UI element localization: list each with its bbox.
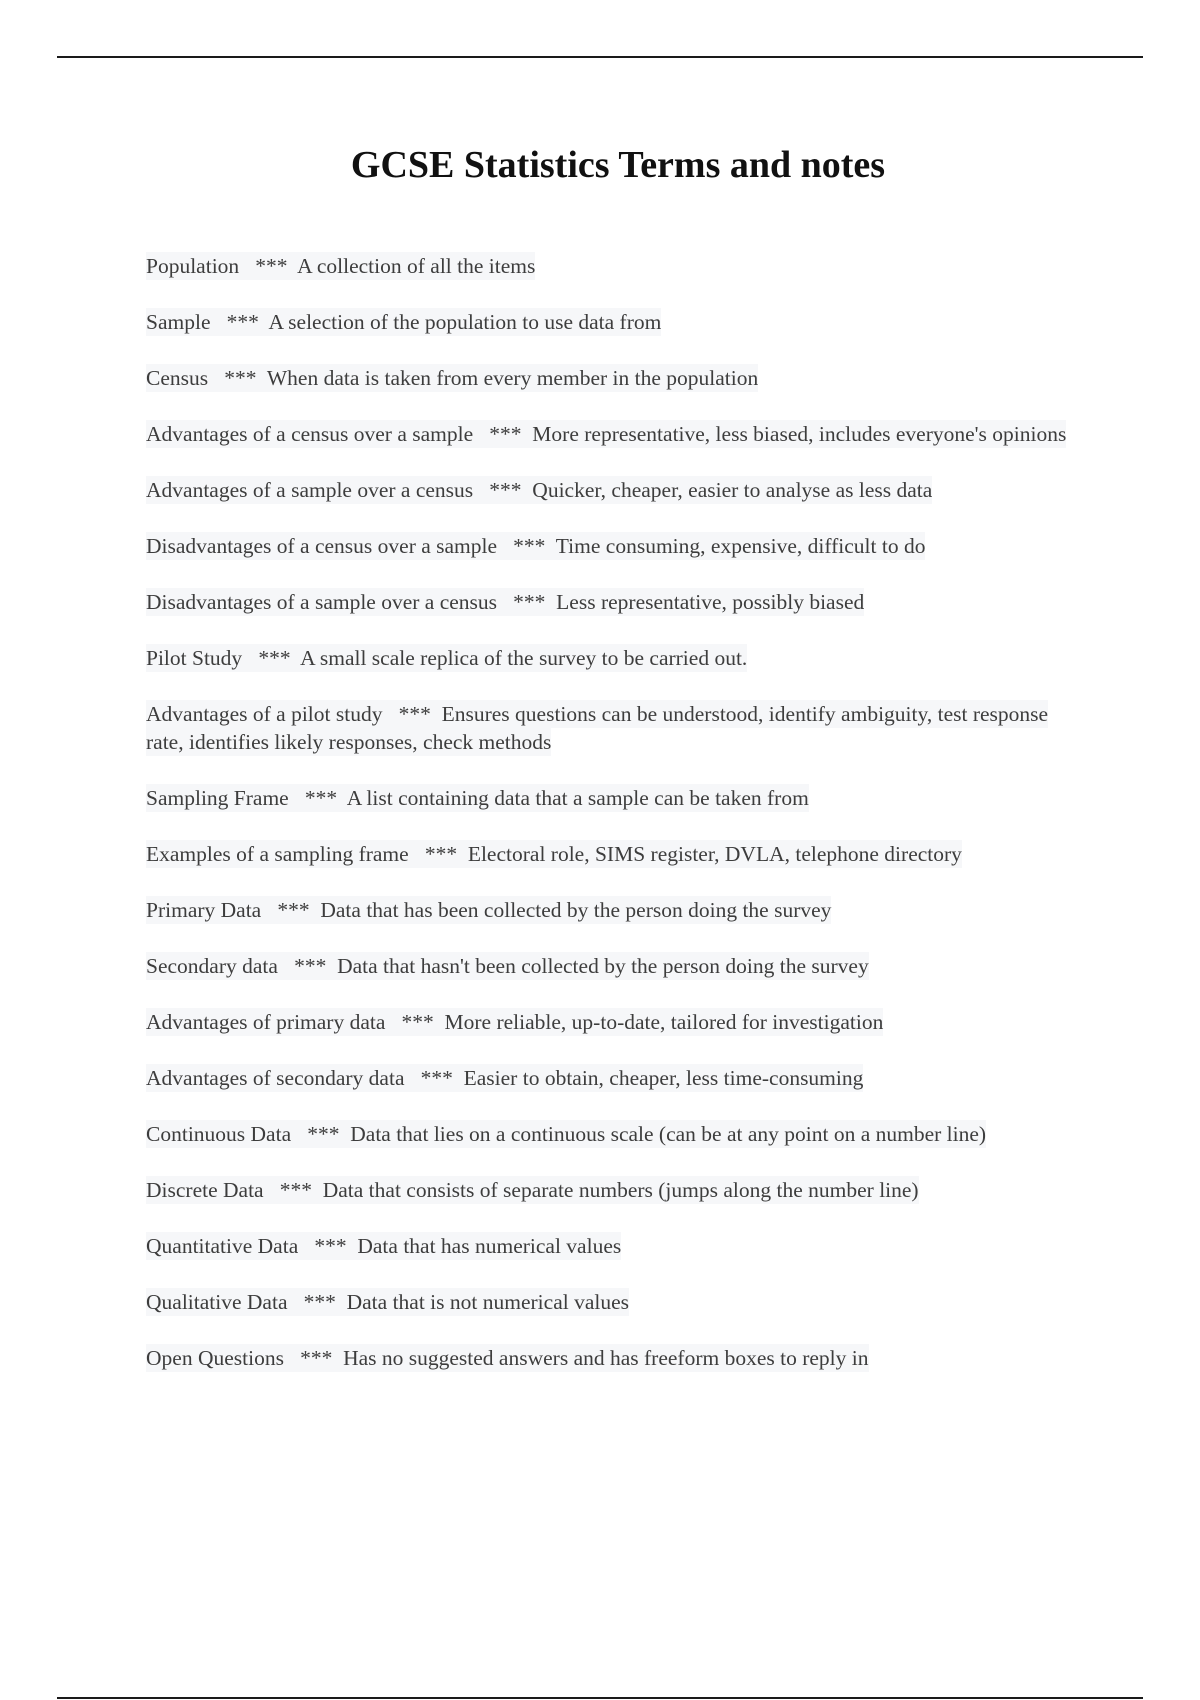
term-entry-highlight: [146, 700, 1048, 756]
term-entry-highlight: [146, 364, 758, 392]
term-separator: ***: [314, 1234, 347, 1258]
term-separator: ***: [304, 786, 338, 810]
term-separator: ***: [513, 590, 546, 614]
term-entry-highlight: [146, 476, 932, 504]
top-rule: [57, 56, 1143, 58]
term-definition: Ensures questions can be understood, identify ambiguity, test response rate, identifies likely responses, check methods: [146, 702, 1049, 754]
term-entry: [146, 1288, 1086, 1316]
page-title: GCSE Statistics Terms and notes: [350, 144, 886, 186]
term-separator: ***: [277, 898, 310, 922]
term-entry: [146, 700, 1086, 756]
term-definition: When data is taken from every member in the population: [266, 366, 759, 390]
term-label: Advantages of primary data: [146, 1010, 386, 1034]
term-separator: ***: [279, 1178, 312, 1202]
term-definition: Time consuming, expensive, difficult to do: [555, 534, 926, 558]
term-definition: Data that lies on a continuous scale (can be at any point on a number line): [350, 1122, 987, 1146]
term-entry: [146, 364, 1086, 392]
term-separator: ***: [226, 310, 259, 334]
term-definition: A collection of all the items: [297, 254, 536, 278]
term-definition: Data that has been collected by the person doing the survey: [320, 898, 832, 922]
term-list: [146, 252, 1086, 1400]
term-label: Primary Data: [146, 898, 262, 922]
term-entry-highlight: [146, 308, 661, 336]
term-entry-highlight: [146, 1232, 621, 1260]
term-entry: [146, 1232, 1086, 1260]
term-entry-highlight: [146, 1288, 629, 1316]
term-definition: Data that hasn't been collected by the person doing the survey: [337, 954, 869, 978]
term-label: Examples of a sampling frame: [146, 842, 409, 866]
term-label: Discrete Data: [146, 1178, 264, 1202]
term-separator: ***: [258, 646, 291, 670]
term-entry-highlight: [146, 1064, 863, 1092]
term-separator: ***: [513, 534, 546, 558]
term-separator: ***: [307, 1122, 340, 1146]
term-label: Advantages of a sample over a census: [146, 478, 474, 502]
term-label: Disadvantages of a sample over a census: [146, 590, 498, 614]
term-label: Continuous Data: [146, 1122, 292, 1146]
term-definition: Electoral role, SIMS register, DVLA, telephone directory: [467, 842, 962, 866]
term-label: Census: [146, 366, 209, 390]
term-label: Open Questions: [146, 1346, 284, 1370]
term-entry: [146, 420, 1086, 448]
term-label: Advantages of secondary data: [146, 1066, 405, 1090]
term-entry-highlight: [146, 252, 535, 280]
term-separator: ***: [255, 254, 288, 278]
term-definition: Less representative, possibly biased: [556, 590, 865, 614]
term-entry: [146, 1120, 1086, 1148]
term-label: Sample: [146, 310, 211, 334]
term-entry-highlight: [146, 1344, 869, 1372]
bottom-rule: [57, 1697, 1143, 1699]
term-label: Advantages of a pilot study: [146, 702, 383, 726]
term-definition: Data that has numerical values: [357, 1234, 622, 1258]
term-definition: Data that consists of separate numbers (jumps along the number line): [322, 1178, 919, 1202]
term-entry-highlight: [146, 952, 869, 980]
term-entry: [146, 784, 1086, 812]
term-separator: ***: [489, 422, 522, 446]
term-entry-highlight: [146, 1176, 919, 1204]
term-label: Sampling Frame: [146, 786, 289, 810]
term-entry-highlight: [146, 420, 1066, 448]
term-entry-highlight: [146, 840, 962, 868]
term-label: Disadvantages of a census over a sample: [146, 534, 498, 558]
term-entry-highlight: [146, 1008, 883, 1036]
term-separator: ***: [294, 954, 327, 978]
term-definition: Has no suggested answers and has freeform boxes to reply in: [343, 1346, 869, 1370]
term-label: Qualitative Data: [146, 1290, 288, 1314]
term-entry-highlight: [146, 532, 925, 560]
term-entry: [146, 588, 1086, 616]
term-entry: [146, 896, 1086, 924]
term-definition: More representative, less biased, includes everyone's opinions: [532, 422, 1067, 446]
term-definition: Quicker, cheaper, easier to analyse as less data: [532, 478, 933, 502]
term-entry-highlight: [146, 644, 747, 672]
term-definition: Data that is not numerical values: [346, 1290, 630, 1314]
term-label: Advantages of a census over a sample: [146, 422, 474, 446]
term-separator: ***: [489, 478, 522, 502]
term-definition: More reliable, up-to-date, tailored for investigation: [444, 1010, 884, 1034]
term-separator: ***: [401, 1010, 434, 1034]
term-entry: [146, 840, 1086, 868]
term-entry-highlight: [146, 1120, 986, 1148]
term-entry-highlight: [146, 588, 864, 616]
term-label: Population: [146, 254, 240, 278]
term-entry: [146, 1344, 1086, 1372]
term-entry: [146, 476, 1086, 504]
term-entry: [146, 532, 1086, 560]
term-definition: A selection of the population to use data from: [268, 310, 662, 334]
term-label: Secondary data: [146, 954, 278, 978]
term-entry-highlight: [146, 784, 809, 812]
term-separator: ***: [300, 1346, 333, 1370]
term-entry-highlight: [146, 896, 831, 924]
term-separator: ***: [398, 702, 431, 726]
term-separator: ***: [303, 1290, 336, 1314]
term-entry: [146, 952, 1086, 980]
term-definition: Easier to obtain, cheaper, less time-consuming: [463, 1066, 864, 1090]
term-entry: [146, 308, 1086, 336]
term-entry: [146, 1008, 1086, 1036]
term-separator: ***: [420, 1066, 453, 1090]
term-label: Pilot Study: [146, 646, 243, 670]
term-separator: ***: [224, 366, 257, 390]
term-separator: ***: [424, 842, 458, 866]
term-entry: [146, 252, 1086, 280]
term-label: Quantitative Data: [146, 1234, 299, 1258]
term-definition: A small scale replica of the survey to be carried out.: [300, 646, 748, 670]
term-entry: [146, 1064, 1086, 1092]
term-definition: A list containing data that a sample can be taken from: [346, 786, 809, 810]
term-entry: [146, 644, 1086, 672]
term-entry: [146, 1176, 1086, 1204]
